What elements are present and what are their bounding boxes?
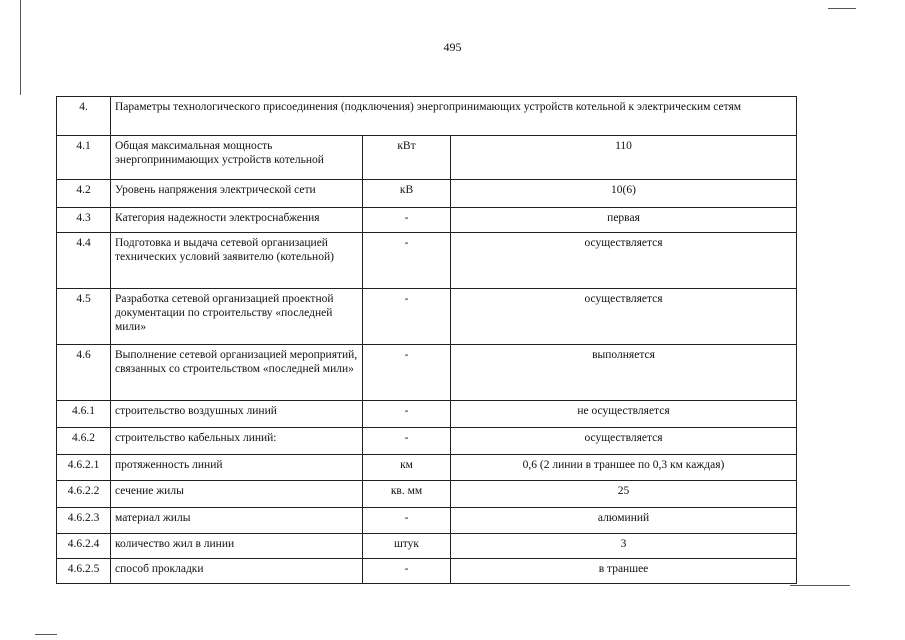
table-row [57, 136, 797, 180]
section-header-row [57, 97, 797, 136]
scan-mark [790, 585, 850, 586]
table-row [57, 345, 797, 401]
parameter-name: Уровень напряжения электрической сети [111, 180, 363, 208]
table-row [57, 428, 797, 455]
row-number: 4.5 [57, 289, 111, 345]
parameter-name: строительство кабельных линий: [111, 428, 363, 455]
table-row [57, 559, 797, 584]
row-number: 4.6.1 [57, 401, 111, 428]
scan-mark [828, 8, 856, 9]
table-row [57, 208, 797, 233]
unit-cell: кв. мм [363, 481, 451, 508]
row-number: 4.6.2.3 [57, 508, 111, 534]
unit-cell: кВт [363, 136, 451, 180]
parameter-name: строительство воздушных линий [111, 401, 363, 428]
value-cell: осуществляется [451, 233, 797, 289]
parameter-name: Общая максимальная мощность энергопринимающих устройств котельной [111, 136, 363, 180]
value-cell: осуществляется [451, 289, 797, 345]
unit-cell: км [363, 455, 451, 481]
value-cell: выполняется [451, 345, 797, 401]
unit-cell: кВ [363, 180, 451, 208]
table-row [57, 508, 797, 534]
row-number: 4.1 [57, 136, 111, 180]
value-cell: алюминий [451, 508, 797, 534]
table-row [57, 180, 797, 208]
table-row [57, 481, 797, 508]
parameter-name: Выполнение сетевой организацией мероприятий, связанных со строительством «последней мили» [111, 345, 363, 401]
parameter-name: Подготовка и выдача сетевой организацией технических условий заявителю (котельной) [111, 233, 363, 289]
parameter-name: количество жил в линии [111, 534, 363, 559]
parameter-name: материал жилы [111, 508, 363, 534]
table-row [57, 455, 797, 481]
value-cell: в траншее [451, 559, 797, 584]
row-number: 4.2 [57, 180, 111, 208]
section-number: 4. [57, 97, 111, 136]
unit-cell: - [363, 559, 451, 584]
value-cell: 25 [451, 481, 797, 508]
parameters-table [56, 96, 797, 584]
unit-cell: - [363, 289, 451, 345]
value-cell: 3 [451, 534, 797, 559]
value-cell: 10(6) [451, 180, 797, 208]
value-cell: 0,6 (2 линии в траншее по 0,3 км каждая) [451, 455, 797, 481]
value-cell: осуществляется [451, 428, 797, 455]
unit-cell: - [363, 508, 451, 534]
unit-cell: - [363, 208, 451, 233]
table-row [57, 233, 797, 289]
row-number: 4.6.2 [57, 428, 111, 455]
row-number: 4.6.2.1 [57, 455, 111, 481]
parameter-name: Разработка сетевой организацией проектной документации по строительству «последней мили» [111, 289, 363, 345]
table-row [57, 289, 797, 345]
row-number: 4.6 [57, 345, 111, 401]
row-number: 4.6.2.2 [57, 481, 111, 508]
table-row [57, 401, 797, 428]
table-row [57, 534, 797, 559]
page-number: 495 [443, 40, 462, 54]
unit-cell: - [363, 401, 451, 428]
unit-cell: - [363, 233, 451, 289]
unit-cell: - [363, 345, 451, 401]
unit-cell: - [363, 428, 451, 455]
row-number: 4.3 [57, 208, 111, 233]
scan-mark [35, 634, 57, 635]
value-cell: 110 [451, 136, 797, 180]
row-number: 4.6.2.4 [57, 534, 111, 559]
row-number: 4.4 [57, 233, 111, 289]
parameter-name: протяженность линий [111, 455, 363, 481]
parameter-name: Категория надежности электроснабжения [111, 208, 363, 233]
section-title: Параметры технологического присоединения (подключения) энергопринимающих устройств котельной к электрическим сетям [111, 97, 797, 136]
parameter-name: сечение жилы [111, 481, 363, 508]
value-cell: не осуществляется [451, 401, 797, 428]
parameter-name: способ прокладки [111, 559, 363, 584]
value-cell: первая [451, 208, 797, 233]
row-number: 4.6.2.5 [57, 559, 111, 584]
unit-cell: штук [363, 534, 451, 559]
